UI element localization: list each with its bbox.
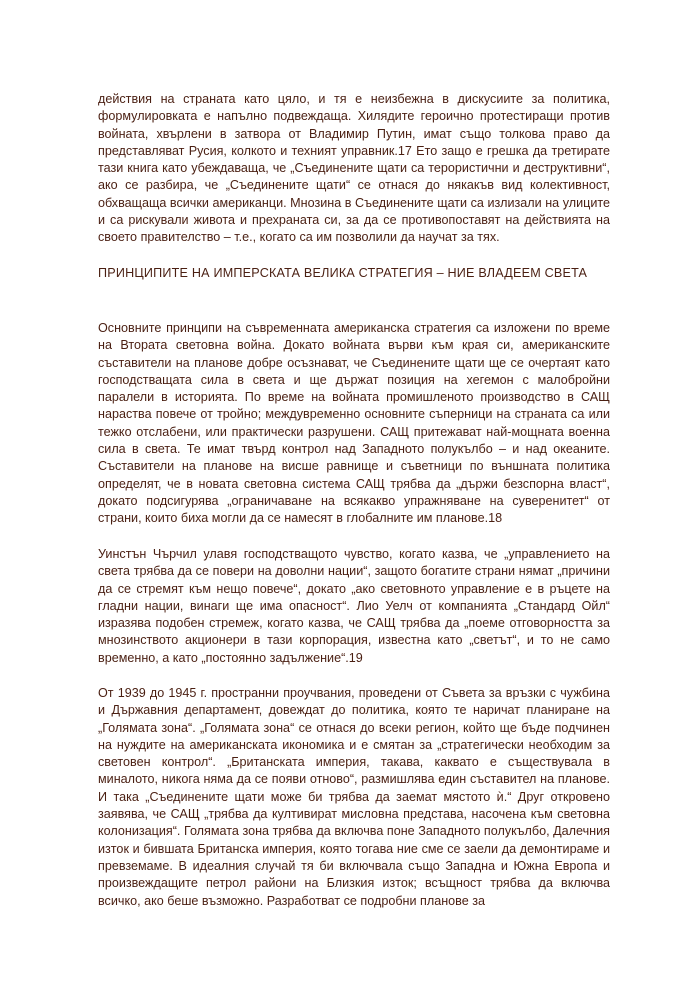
paragraph-2: Основните принципи на съвременната американска стратегия са изложени по време на Втората световна война. Докато войната върви към края си, американските съставители на планове добре осъзнават, че Съединените щати ще се очертаят като господстващата сила в света и ще държат позиция на хегемон с малобройни паралели в историята. По време на войната промишленото производство в САЩ нараства повече от тройно; междувременно основните съперници на страната са или тежко отслабени, или практически разрушени. САЩ притежават най-мощната военна сила в света. Те имат твърд контрол над Западното полукълбо – и над океаните. Съставители на планове на висше равнище и съветници по външната политика определят, че в новата световна система САЩ трябва да „държи безспорна власт“, докато подсигурява „ограничаване на всякакво упражняване на суверенитет“ от страни, които биха могли да се намесят в глобалните им планове.18 [98, 321, 610, 526]
section-heading: ПРИНЦИПИТЕ НА ИМПЕРСКАТА ВЕЛИКА СТРАТЕГИЯ – НИЕ ВЛАДЕЕМ СВЕТА [98, 266, 588, 280]
paragraph-4: От 1939 до 1945 г. пространни проучвания, проведени от Съвета за връзки с чужбина и Държавния департамент, довеждат до политика, която те наричат планиране на „Голямата зона“. „Голямата зона“ се отнася до всеки регион, който ще бъде подчинен на нуждите на американската икономика и е смятан за „стратегически необходим за световен контрол“. „Британската империя, такава, каквато е съществувала в миналото, никога няма да се появи отново“, размишлява един съставител на планове. И така „Съединените щати може би трябва да заемат мястото ѝ.“ Друг откровено заявява, че САЩ „трябва да култивират мисловна представа, насочена към световна колонизация“. Голямата зона трябва да включва поне Западното полукълбо, Далечния изток и бившата Британска империя, която тогава ние сме се заели да демонтираме и превземаме. В идеалния случай тя би включвала също Западна и Южна Европа и произвеждащите петрол райони на Близкия изток; всъщност трябва да включва всичко, ако беше възможно. Разработват се подробни планове за [98, 686, 610, 908]
paragraph-3: Уинстън Чърчил улавя господстващото чувство, когато казва, че „управлението на света трябва да се повери на доволни нации“, защото богатите страни нямат „причини да се стремят към нещо повече“, докато „ако световното управление е в ръцете на гладни нации, винаги ще има опасност“. Лио Уелч от компанията „Стандард Ойл“ изразява подобен стремеж, когато казва, че САЩ трябва да „поеме отговорността за мнозинството акционери в тази корпорация, известна като „светът“, и то не само временно, а като „постоянно задължение“.19 [98, 547, 610, 665]
paragraph-1: действия на страната като цяло, и тя е неизбежна в дискусиите за политика, формулировката е напълно подвеждаща. Хилядите героично протестиращи против войната, хвърлени в затвора от Владимир Путин, имат също толкова право да представляват Русия, колкото и техният управник.17 Ето защо е грешка да третирате тази книга като убеждаваща, че „Съединените щати са терористични и деструктивни“, ако се разбира, че „Съединените щати“ се отнася до някакъв вид колективност, обхващаща всички американци. Мнозина в Съединените щати са излизали на улиците и са рискували живота и прехраната си, за да се противопоставят на действията на своето правителство – т.е., когато са им позволили да научат за тях. [98, 92, 610, 245]
